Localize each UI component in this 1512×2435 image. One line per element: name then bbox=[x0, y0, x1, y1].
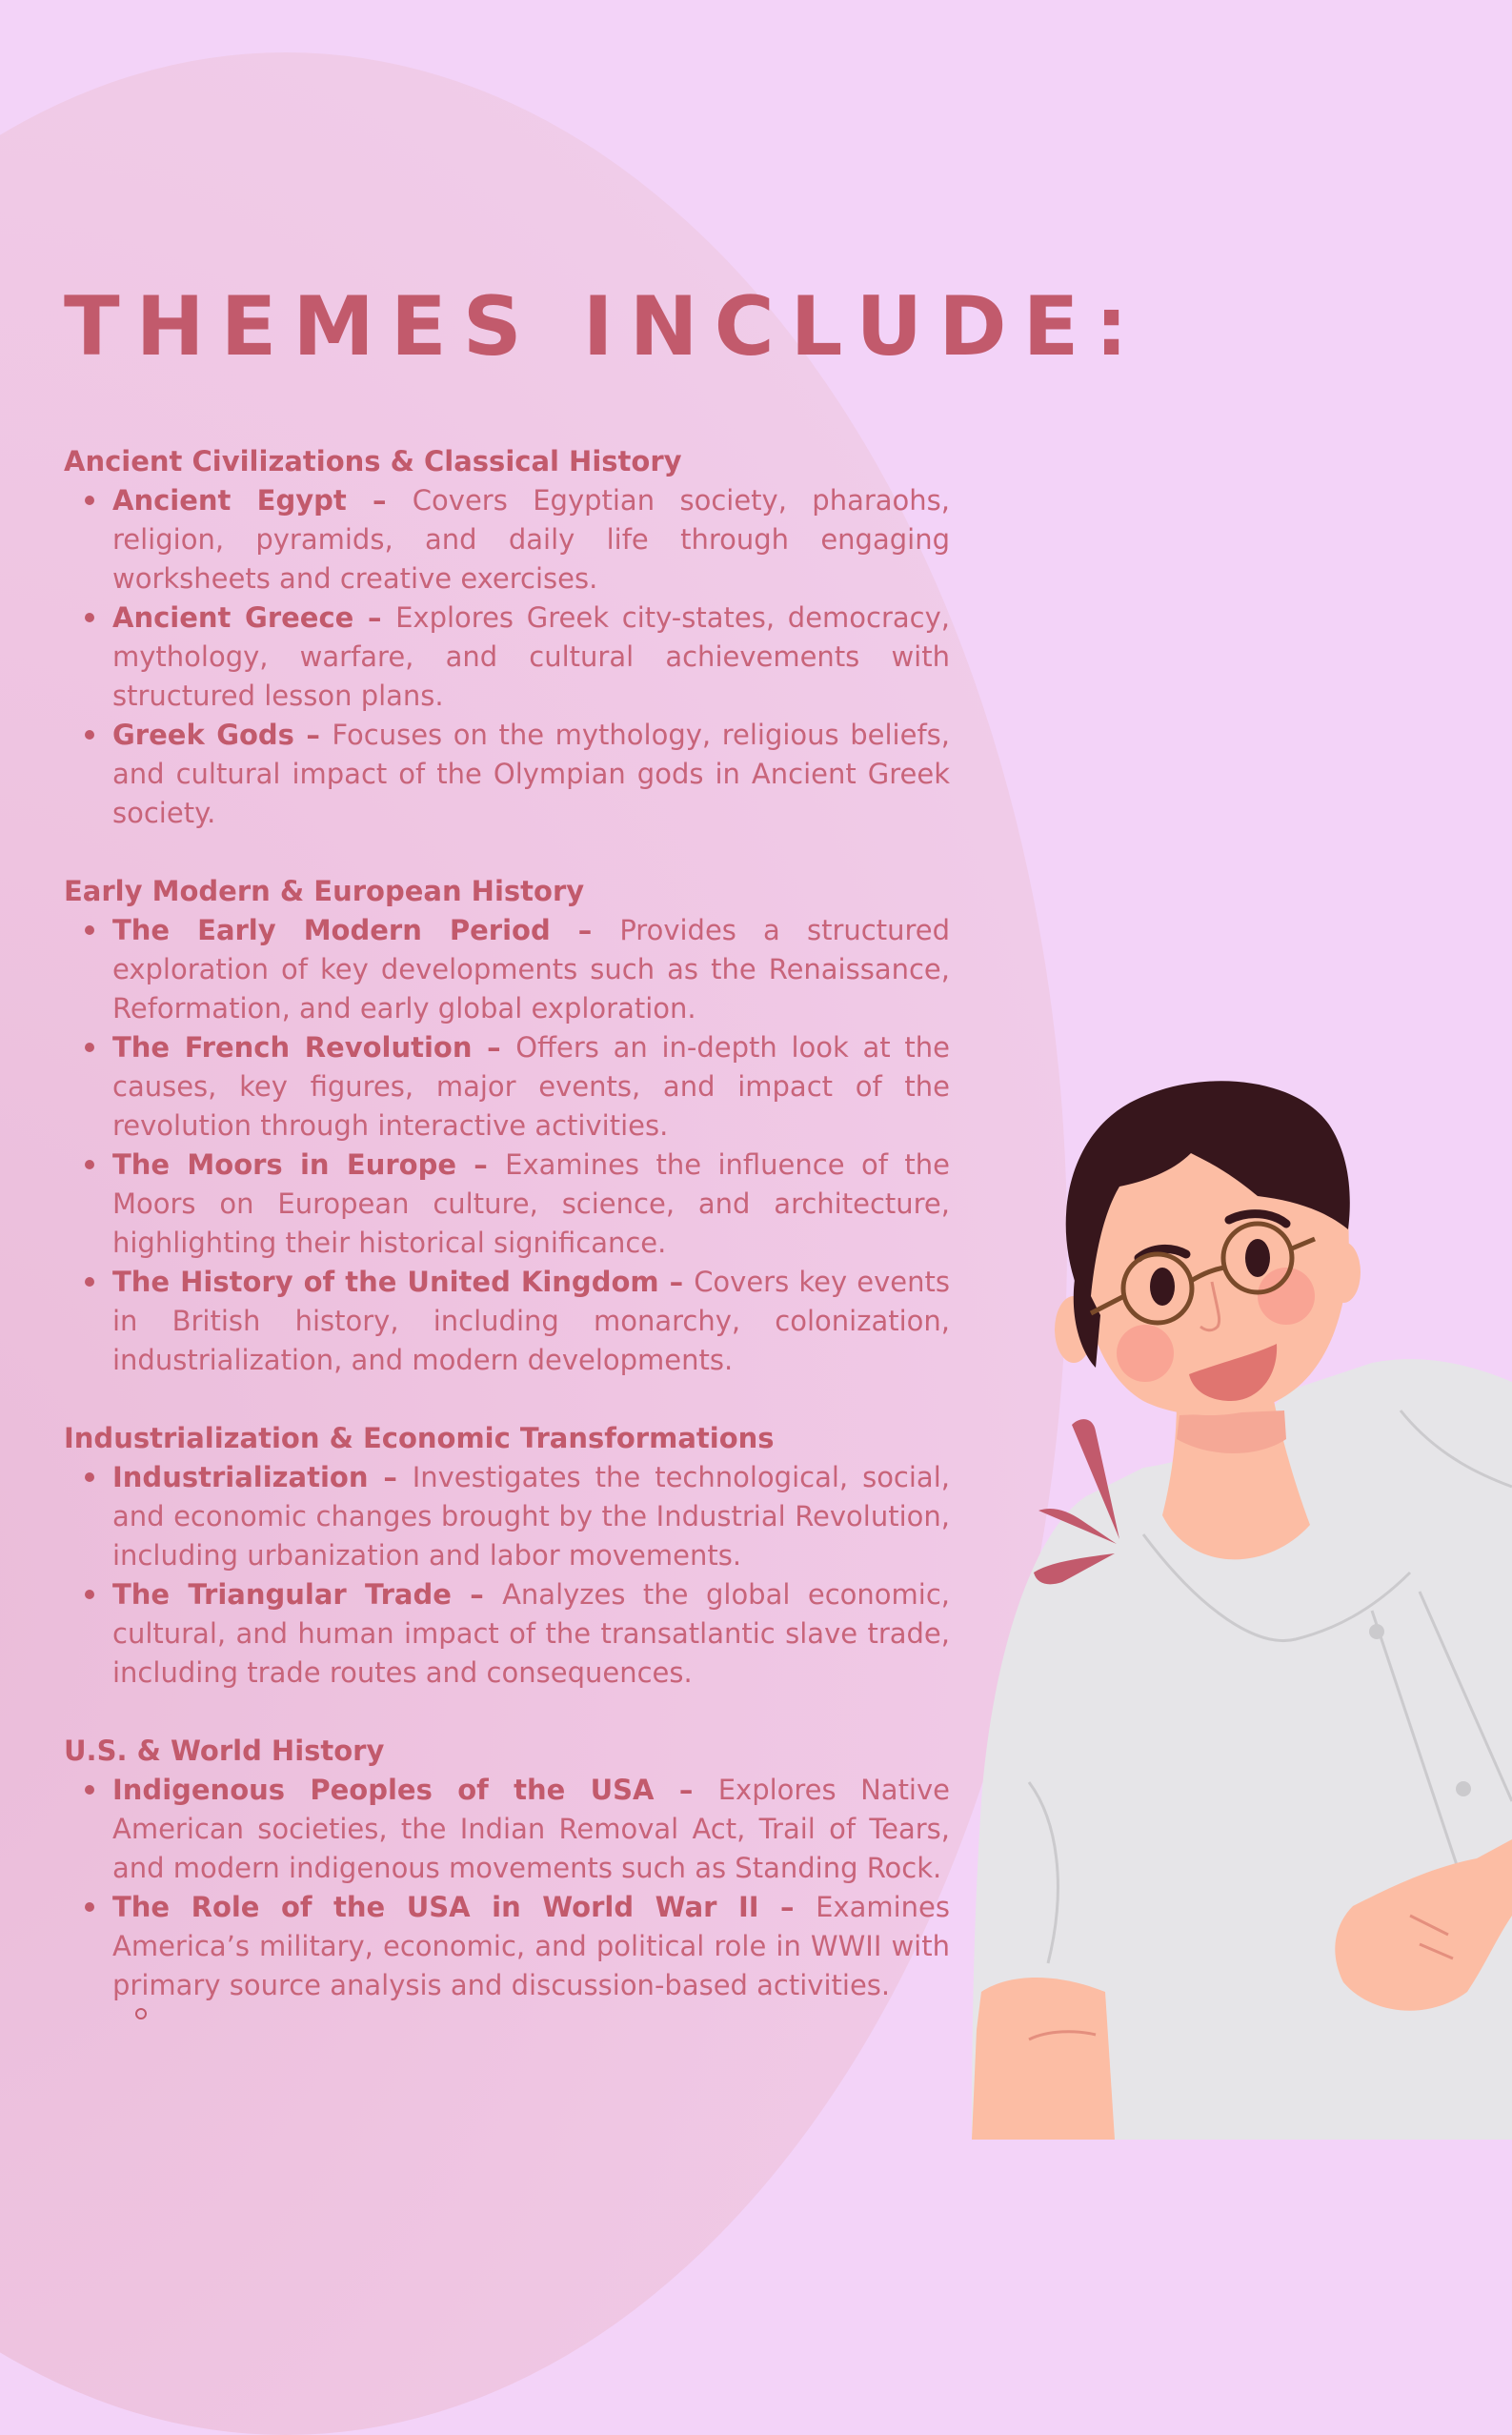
separator: – bbox=[293, 719, 333, 751]
theme-list bbox=[64, 911, 950, 1380]
separator: – bbox=[654, 1774, 718, 1806]
separator: – bbox=[368, 1461, 413, 1493]
theme-description: Covers Egyptian society, pharaohs, religion, pyramids, and daily life through engaging worksheets and creative exercises. bbox=[112, 484, 950, 595]
list-item bbox=[64, 599, 950, 716]
bullet-icon bbox=[85, 1785, 94, 1795]
separator: – bbox=[472, 1031, 516, 1064]
section-title: Early Modern & European History bbox=[64, 875, 585, 907]
list-item bbox=[64, 1771, 950, 1888]
theme-name: Greek Gods bbox=[112, 719, 294, 751]
section-ancient-civilizations bbox=[64, 442, 950, 833]
list-item bbox=[64, 911, 950, 1028]
theme-description: Examines the influence of the Moors on European culture, science, and architecture, highlighting their historical significance. bbox=[112, 1148, 950, 1259]
theme-list bbox=[64, 1771, 950, 2005]
list-item bbox=[64, 1263, 950, 1380]
separator: – bbox=[346, 484, 413, 517]
bullet-icon bbox=[85, 613, 94, 622]
theme-description: Provides a structured exploration of key developments such as the Renaissance, Reformation, and early global exploration. bbox=[112, 914, 950, 1025]
theme-name: The Moors in Europe bbox=[112, 1148, 456, 1181]
section-title: U.S. & World History bbox=[64, 1735, 385, 1767]
theme-name: Ancient Egypt bbox=[112, 484, 347, 517]
section-us-world-history bbox=[64, 1732, 950, 2005]
theme-list bbox=[64, 481, 950, 833]
section-title: Ancient Civilizations & Classical History bbox=[64, 445, 682, 477]
theme-name: The Triangular Trade bbox=[112, 1578, 452, 1611]
list-item bbox=[64, 481, 950, 599]
theme-description: Offers an in-depth look at the causes, key figures, major events, and impact of the revolution through interactive activities. bbox=[112, 1031, 950, 1142]
page-title: THEMES INCLUDE: bbox=[64, 279, 1144, 375]
theme-name: The History of the United Kingdom bbox=[112, 1266, 659, 1298]
section-industrialization bbox=[64, 1419, 950, 1693]
list-item bbox=[64, 1028, 950, 1146]
bullet-icon bbox=[85, 730, 94, 740]
separator: – bbox=[550, 914, 620, 946]
list-item bbox=[64, 1146, 950, 1263]
theme-list bbox=[64, 1458, 950, 1693]
theme-description: Examines America’s military, economic, and political role in WWII with primary source analysis and discussion-based activities. bbox=[112, 1891, 950, 2001]
bullet-icon bbox=[85, 1590, 94, 1599]
theme-name: Industrialization bbox=[112, 1461, 369, 1493]
section-early-modern bbox=[64, 872, 950, 1380]
theme-name: Indigenous Peoples of the USA bbox=[112, 1774, 655, 1806]
separator: – bbox=[451, 1578, 503, 1611]
separator: – bbox=[658, 1266, 695, 1298]
theme-name: The French Revolution bbox=[112, 1031, 473, 1064]
bullet-icon bbox=[85, 925, 94, 935]
section-title: Industrialization & Economic Transformations bbox=[64, 1422, 775, 1454]
separator: – bbox=[456, 1148, 506, 1181]
separator: – bbox=[758, 1891, 816, 1923]
theme-description: Analyzes the global economic, cultural, and human impact of the transatlantic slave trade, including trade routes and consequences. bbox=[112, 1578, 950, 1689]
theme-description: Investigates the technological, social, and economic changes brought by the Industrial Revolution, including urbanization and labor movements. bbox=[112, 1461, 950, 1572]
theme-description: Focuses on the mythology, religious beliefs, and cultural impact of the Olympian gods in Ancient Greek society. bbox=[112, 719, 950, 829]
list-item bbox=[64, 716, 950, 833]
theme-name: The Role of the USA in World War II bbox=[112, 1891, 759, 1923]
teacher-pointing-illustration bbox=[972, 1077, 1512, 2140]
theme-name: Ancient Greece bbox=[112, 601, 354, 634]
empty-sub-bullet-icon bbox=[135, 2008, 147, 2019]
bullet-icon bbox=[85, 1277, 94, 1287]
bullet-icon bbox=[85, 496, 94, 505]
list-item bbox=[64, 1888, 950, 2005]
list-item bbox=[64, 1575, 950, 1693]
bullet-icon bbox=[85, 1902, 94, 1912]
list-item bbox=[64, 1458, 950, 1575]
theme-description: Covers key events in British history, including monarchy, colonization, industrialization, and modern developments. bbox=[112, 1266, 950, 1376]
bullet-icon bbox=[85, 1472, 94, 1482]
bullet-icon bbox=[85, 1043, 94, 1052]
themes-content bbox=[64, 279, 1144, 2005]
theme-description: Explores Native American societies, the Indian Removal Act, Trail of Tears, and modern indigenous movements such as Standing Rock. bbox=[112, 1774, 950, 1884]
bullet-icon bbox=[85, 1160, 94, 1169]
theme-description: Explores Greek city-states, democracy, mythology, warfare, and cultural achievements with structured lesson plans. bbox=[112, 601, 950, 712]
separator: – bbox=[353, 601, 396, 634]
theme-name: The Early Modern Period bbox=[112, 914, 551, 946]
